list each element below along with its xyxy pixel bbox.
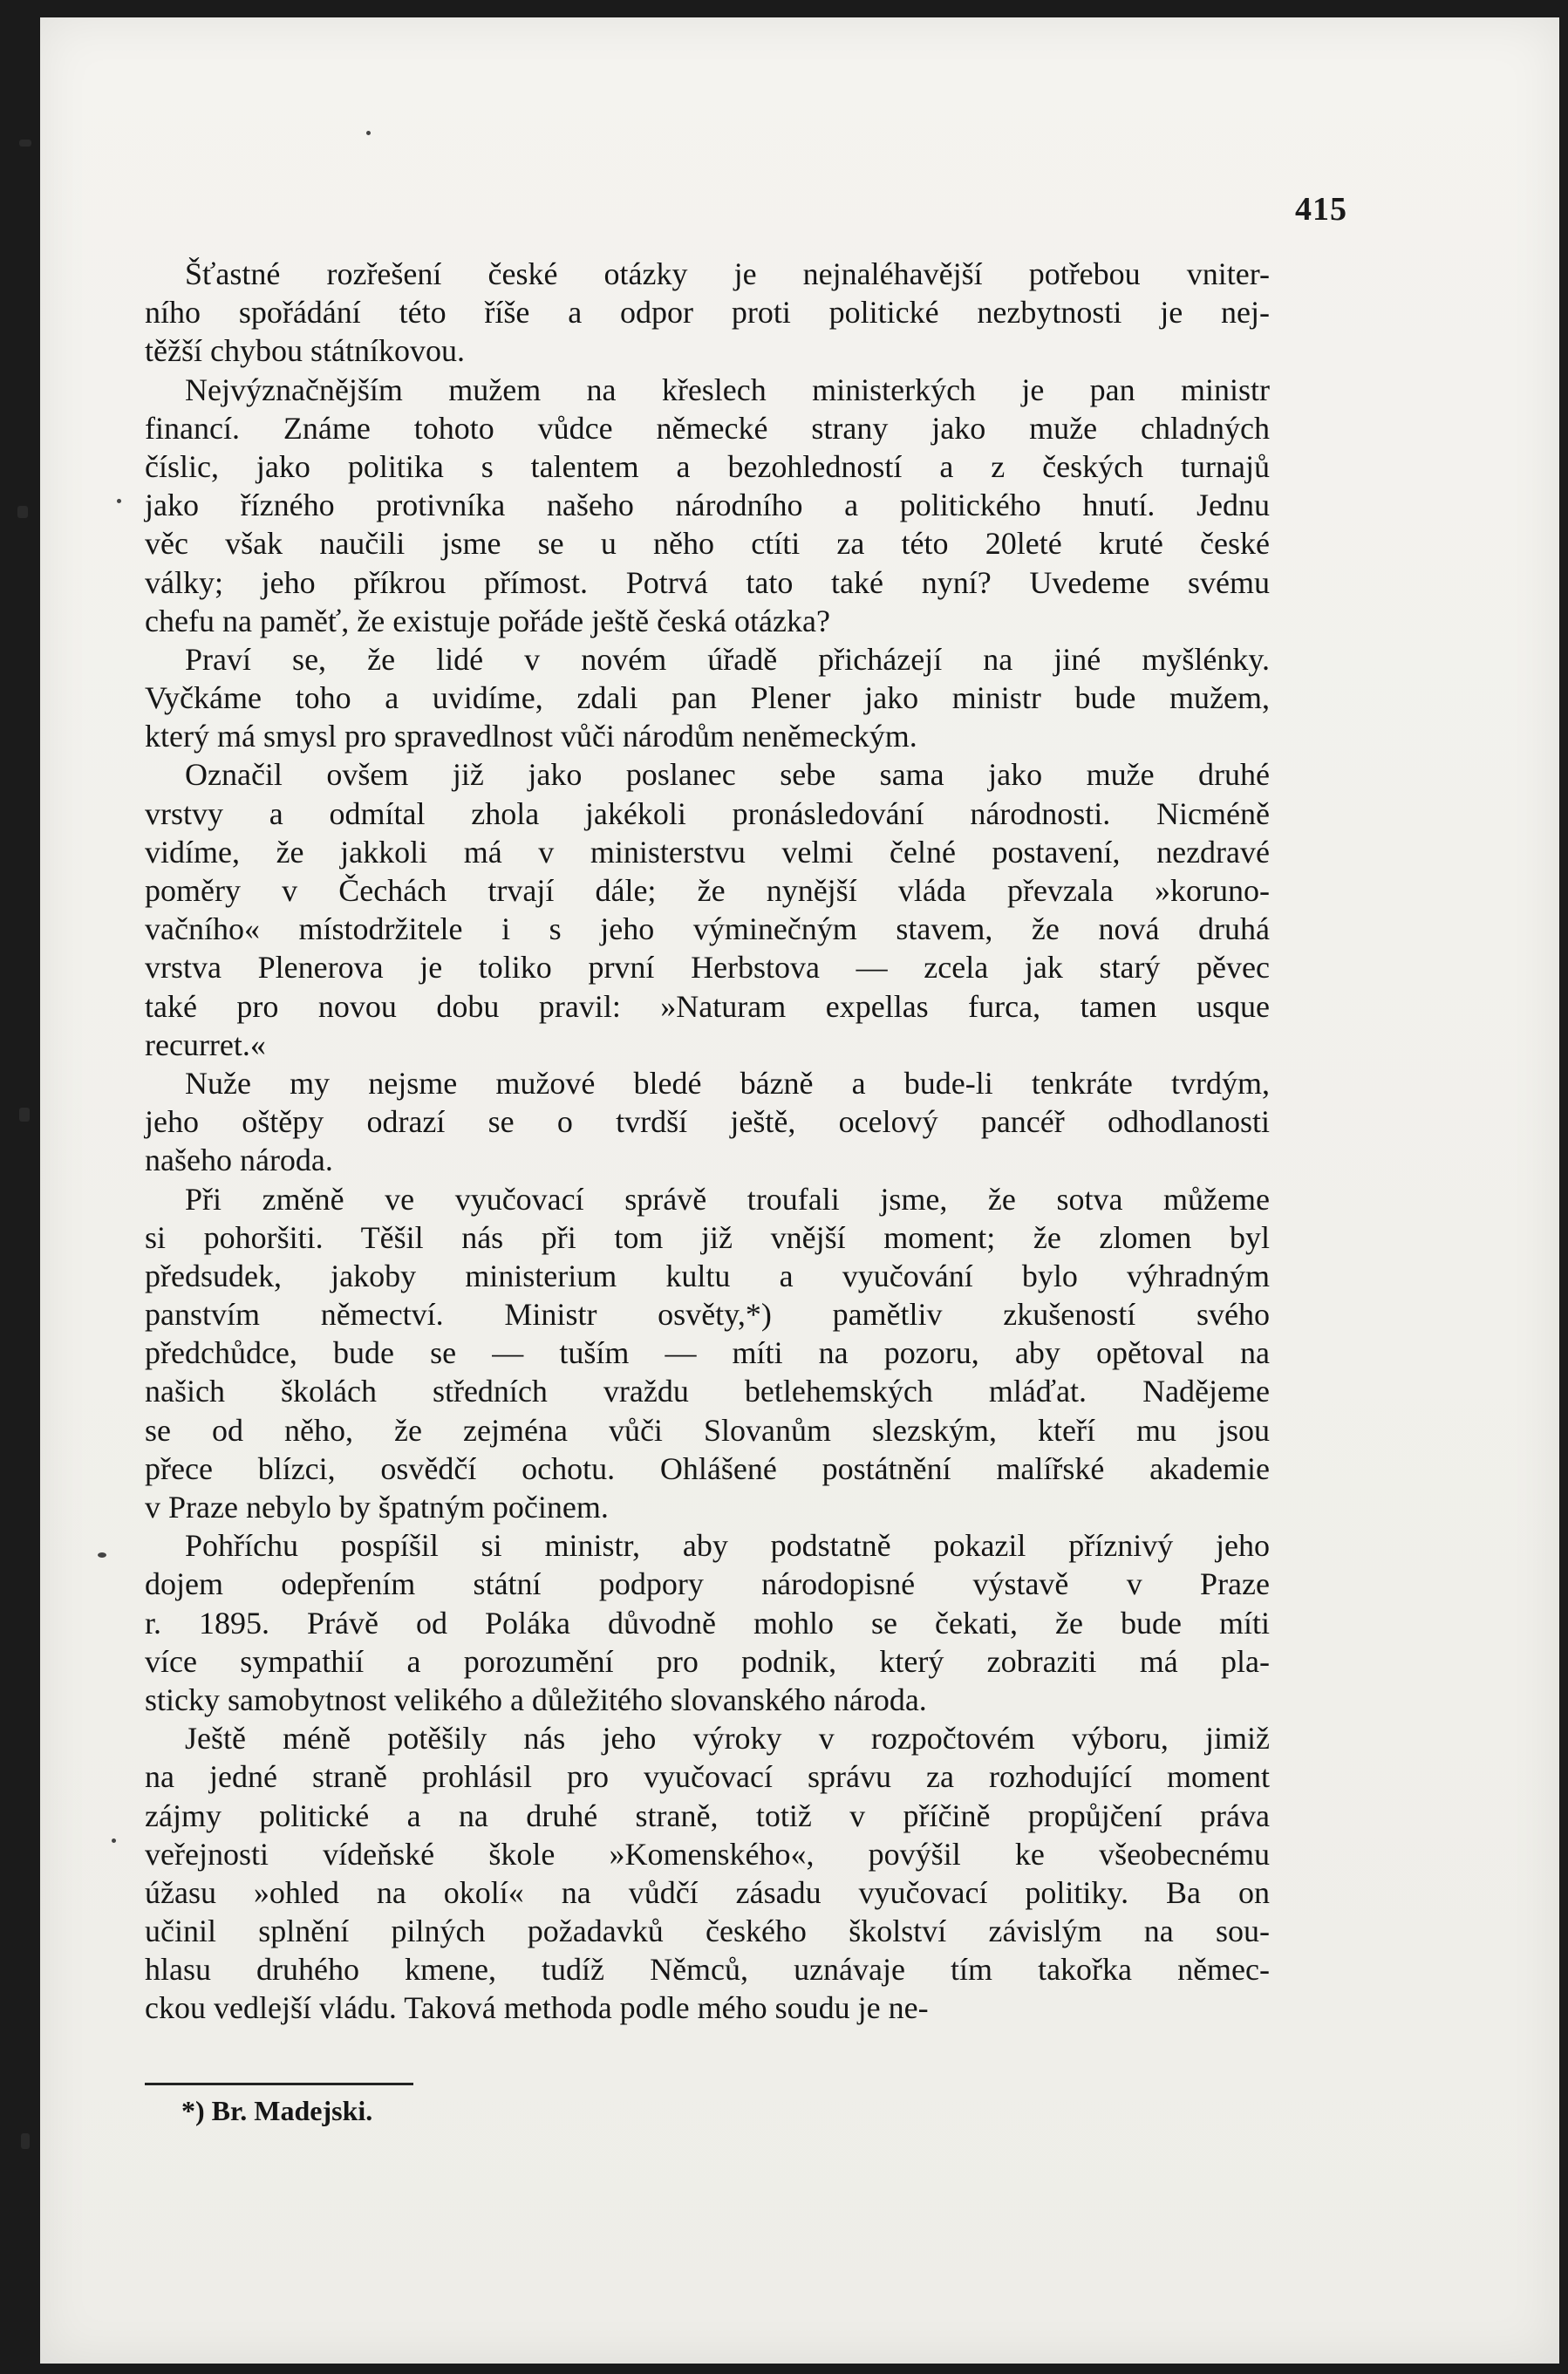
text-line: financí. Známe tohoto vůdce německé strany jako muže chladných — [145, 410, 1270, 446]
text-line: vrstvy a odmítal zhola jakékoli pronásledování národnosti. Nicméně — [145, 795, 1270, 831]
text-line: našeho národa. — [145, 1143, 333, 1178]
text-line: vrstva Plenerova je toliko první Herbstova — zcela jak starý pěvec — [145, 950, 1270, 986]
text-line: Pohříchu pospíšil si ministr, aby podstatně pokazil příznivý jeho — [185, 1528, 1270, 1564]
text-line: si pohoršiti. Těšil nás při tom již vnější moment; že zlomen byl — [145, 1219, 1270, 1255]
text-line: věc však naučili jsme se u něho ctíti za této 20leté kruté české — [145, 526, 1270, 562]
text-line: těžší chybou státníkovou. — [145, 333, 465, 369]
text-line: Nejvýznačnějším mužem na křeslech ministerkých je pan ministr — [185, 372, 1270, 407]
footnote: *) Br. Madejski. — [181, 2095, 373, 2126]
text-line: Šťastné rozřešení české otázky je nejnaléhavější potřebou vniter- — [185, 256, 1270, 291]
paragraph — [145, 371, 1270, 640]
text-line: v Praze nebylo by špatným počinem. — [145, 1490, 609, 1525]
text-line: učinil splnění pilných požadavků českého školství závislým na sou- — [145, 1914, 1270, 1949]
text-line: hlasu druhého kmene, tudíž Němců, uznávaje tím takořka němec- — [145, 1952, 1270, 1988]
text-line: úžasu »ohled na okolí« na vůdčí zásadu vyučovací politiky. Ba on — [145, 1874, 1270, 1910]
text-line: předchůdce, bude se — tuším — míti na pozoru, aby opětoval na — [145, 1335, 1270, 1371]
paragraph — [145, 255, 1270, 371]
footnote-rule — [145, 2083, 413, 2085]
text-line: ního spořádání této říše a odpor proti politické nezbytnosti je nej- — [145, 295, 1270, 331]
text-line: jeho oštěpy odrazí se o tvrdší ještě, ocelový pancéř odhodlanosti — [145, 1104, 1270, 1140]
text-line: vačního« místodržitele i s jeho výminečným stavem, že nová druhá — [145, 911, 1270, 947]
text-line: vidíme, že jakkoli má v ministerstvu velmi čelné postavení, nezdravé — [145, 834, 1270, 870]
margin-mark — [19, 1108, 30, 1122]
text-line: sticky samobytnost velikého a důležitého slovanského národa. — [145, 1682, 927, 1717]
text-line: r. 1895. Právě od Poláka důvodně mohlo se čekati, že bude míti — [145, 1605, 1270, 1641]
text-line: Nuže my nejsme mužové bledé bázně a bude-li tenkráte tvrdým, — [185, 1065, 1270, 1101]
speck — [366, 131, 371, 135]
speck — [117, 499, 121, 503]
text-line: předsudek, jakoby ministerium kultu a vyučování bylo výhradným — [145, 1258, 1270, 1293]
text-line: poměry v Čechách trvají dále; že nynější vláda převzala »koruno- — [145, 873, 1270, 908]
text-line: Označil ovšem již jako poslanec sebe sama jako muže druhé — [185, 757, 1270, 793]
text-line: Při změně ve vyučovací správě troufali jsme, že sotva můžeme — [185, 1181, 1270, 1217]
text-line: také pro novou dobu pravil: »Naturam expellas furca, tamen usque — [145, 988, 1270, 1024]
text-line: veřejnosti vídeňské škole »Komenského«, povýšil ke všeobecnému — [145, 1836, 1270, 1872]
margin-mark — [19, 140, 31, 147]
paragraph — [145, 1719, 1270, 2028]
text-line: Praví se, že lidé v novém úřadě přicházejí na jiné myšlénky. — [185, 641, 1270, 677]
paragraph — [145, 755, 1270, 1064]
text-line: války; jeho příkrou přímost. Potrvá tato také nyní? Uvedeme svému — [145, 564, 1270, 600]
text-line: zájmy politické a na druhé straně, totiž v příčině propůjčení práva — [145, 1798, 1270, 1833]
text-line: Vyčkáme toho a uvidíme, zdali pan Plener jako ministr bude mužem, — [145, 680, 1270, 716]
text-line: číslic, jako politika s talentem a bezohledností a z českých turnajů — [145, 448, 1270, 484]
text-line: panstvím němectví. Ministr osvěty,*) pamětliv zkušeností svého — [145, 1297, 1270, 1333]
paragraph — [145, 640, 1270, 756]
text-line: přece blízci, osvědčí ochotu. Ohlášené postátnění malířské akademie — [145, 1450, 1270, 1486]
text-line: se od něho, že zejména vůči Slovanům slezským, kteří mu jsou — [145, 1412, 1270, 1448]
text-line: dojem odepřením státní podpory národopisné výstavě v Praze — [145, 1566, 1270, 1602]
paragraph — [145, 1064, 1270, 1180]
text-line: našich školách středních vraždu betlehemských mláďat. Nadějeme — [145, 1374, 1270, 1409]
text-line: na jedné straně prohlásil pro vyučovací správu za rozhodující moment — [145, 1759, 1270, 1795]
text-line: ckou vedlejší vládu. Taková methoda podle mého soudu je ne- — [145, 1990, 929, 2026]
paragraph — [145, 1526, 1270, 1719]
text-line: chefu na paměť, že existuje pořáde ještě česká otázka? — [145, 603, 830, 638]
text-line: který má smysl pro spravedlnost vůči národům neněmeckým. — [145, 719, 917, 754]
speck — [112, 1838, 116, 1843]
speck — [98, 1552, 106, 1558]
margin-mark — [21, 2133, 30, 2149]
margin-mark — [17, 506, 28, 518]
text-line: Ještě méně potěšily nás jeho výroky v rozpočtovém výboru, jimiž — [185, 1721, 1270, 1757]
text-line: jako řízného protivníka našeho národního a politického hnutí. Jednu — [145, 488, 1270, 523]
page-number: 415 — [1295, 191, 1347, 228]
text-line: více sympathií a porozumění pro podnik, který zobraziti má pla- — [145, 1643, 1270, 1679]
body-text — [145, 255, 1270, 2028]
paragraph — [145, 1180, 1270, 1527]
text-line: recurret.« — [145, 1027, 266, 1062]
